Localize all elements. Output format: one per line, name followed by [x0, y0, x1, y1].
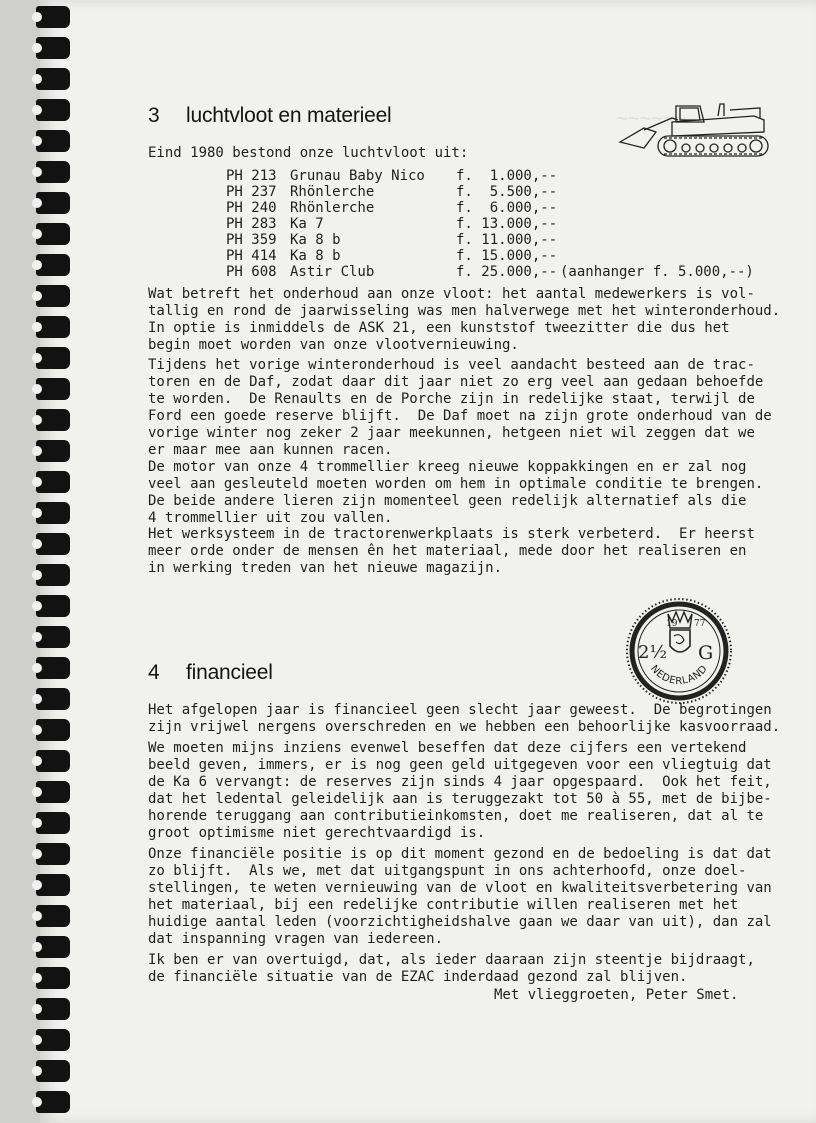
binding-ring: [36, 905, 70, 927]
fleet-registration: PH 283: [226, 216, 277, 232]
coin-year-left: 19: [666, 619, 678, 629]
binding-ring: [36, 1060, 70, 1082]
fleet-value: f. 13.000,--: [456, 216, 558, 232]
binding-ring: [36, 967, 70, 989]
coin-country: [648, 663, 710, 686]
section-4-paragraph-conclusion: Ik ben er van overtuigd, dat, als ieder daaraan zijn steentje bijdraagt, de financiële situatie van de EZAC inderdaad gezond zal blijven.: [148, 952, 755, 985]
fleet-glider-type: Rhönlerche: [290, 200, 375, 216]
section-number: 3: [148, 104, 160, 127]
fleet-intro: Eind 1980 bestond onze luchtvloot uit:: [148, 145, 469, 161]
section-4-heading: [148, 661, 273, 685]
binding-ring: [36, 626, 70, 648]
show-through-heading: ~~~~~~: [616, 108, 687, 130]
binding-ring: [36, 781, 70, 803]
binding-ring: [36, 874, 70, 896]
binding-ring: [36, 37, 70, 59]
section-3-heading: [148, 104, 392, 128]
fleet-value: f. 11.000,--: [456, 232, 558, 248]
fleet-glider-type: Grunau Baby Nico: [290, 168, 425, 184]
binding-ring: [36, 1029, 70, 1051]
binding-ring: [36, 440, 70, 462]
binding-ring: [36, 657, 70, 679]
binding-ring: [36, 316, 70, 338]
coin-year-right: 77: [694, 619, 706, 629]
binding-ring: [36, 1091, 70, 1113]
coin-value: 2½: [638, 642, 667, 663]
fleet-glider-type: Rhönlerche: [290, 184, 375, 200]
fleet-value: f. 1.000,--: [456, 168, 558, 184]
binding-ring: [36, 564, 70, 586]
coin-country-text: NEDERLAND: [648, 663, 710, 687]
fleet-registration: PH 414: [226, 248, 277, 264]
binding-ring: [36, 223, 70, 245]
section-title: luchtvloot en materieel: [186, 104, 392, 127]
fleet-note: (aanhanger f. 5.000,--): [560, 264, 754, 280]
binding-ring: [36, 595, 70, 617]
binding-ring: [36, 409, 70, 431]
section-3-paragraph-workshop: Het werksysteem in de tractorenwerkplaats is sterk verbeterd. Er heerst meer orde onder de mensen ên het materiaal, mede door het realiseren en in werking treden van het nieuwe magazijn.: [148, 526, 755, 576]
binding-ring: [36, 688, 70, 710]
document-page: [40, 0, 816, 1123]
section-number: 4: [148, 661, 160, 684]
fleet-glider-type: Ka 8 b: [290, 232, 341, 248]
section-4-paragraph-result: Het afgelopen jaar is financieel geen slecht jaar geweest. De begrotingen zijn vrijwel nergens overschreden en we hebben een behoorlijke kasvoorraad.: [148, 702, 781, 735]
fleet-glider-type: Ka 7: [290, 216, 324, 232]
signature: Met vlieggroeten, Peter Smet.: [494, 987, 739, 1003]
fleet-glider-type: Ka 8 b: [290, 248, 341, 264]
binding-ring: [36, 99, 70, 121]
section-3-paragraph-maintenance: Wat betreft het onderhoud aan onze vloot: het aantal medewerkers is vol- tallig en rond de jaarwisseling was men halverwege met het winteronderhoud. In optie is inmiddels de ASK 21, een kunststof tweezitter die dus het begin moet worden van onze vlootvernieuwing.: [148, 286, 781, 353]
binding-ring: [36, 936, 70, 958]
fleet-value: f. 15.000,--: [456, 248, 558, 264]
binding-ring: [36, 750, 70, 772]
fleet-registration: PH 608: [226, 264, 277, 280]
binding-ring: [36, 502, 70, 524]
section-3-paragraph-vehicles: Tijdens het vorige winteronderhoud is veel aandacht besteed aan de trac- toren en de Daf, zodat daar dit jaar niet zo erg veel aan gedaan behoefde te worden. De Renaults en de Porche zijn in redelijke staat, terwijl de Ford een goede reserve blijft. De Daf moet na zijn grote onderhoud van de vorige winter nog zeker 2 jaar meekunnen, hetgeen niet wil zeggen dat we er maar mee aan kunnen racen. De motor van onze 4 trommellier kreeg nieuwe koppakkingen en er zal nog veel aan gesleuteld moeten worden om hem in optimale conditie te brengen. De beide andere lieren zijn momenteel geen redelijk alternatief als die 4 trommellier uit zou vallen.: [148, 357, 772, 526]
binding-ring: [36, 719, 70, 741]
binding-ring: [36, 347, 70, 369]
fleet-value: f. 6.000,--: [456, 200, 558, 216]
fleet-registration: PH 240: [226, 200, 277, 216]
coin-letter: G: [698, 642, 714, 664]
coin-stamp: [624, 596, 734, 706]
section-title: financieel: [186, 661, 273, 684]
section-4-paragraph-reserves: We moeten mijns inziens evenwel beseffen dat deze cijfers een vertekend beeld geven, immers, er is nog geen geld uitgegeven voor een vliegtuig dat de Ka 6 vervangt: de reserves zijn sinds 4 jaar opgespaard. Ook het feit, dat het ledental geleidelijk aan is teruggezakt tot 50 à 55, met de bijbe- horende teruggang aan contributieinkomsten, doet me realiseren, dat al te groot optimisme niet gerechtvaardigd is.: [148, 740, 772, 841]
binding-ring: [36, 130, 70, 152]
binding-ring: [36, 192, 70, 214]
fleet-glider-type: Astir Club: [290, 264, 375, 280]
binding-ring: [36, 254, 70, 276]
fleet-value: f. 5.500,--: [456, 184, 558, 200]
spiral-binding: [0, 0, 72, 1123]
binding-ring: [36, 6, 70, 28]
binding-ring: [36, 812, 70, 834]
binding-ring: [36, 843, 70, 865]
fleet-value: f. 25.000,--: [456, 264, 558, 280]
binding-ring: [36, 378, 70, 400]
binding-ring: [36, 471, 70, 493]
section-4-paragraph-position: Onze financiële positie is op dit moment gezond en de bedoeling is dat dat zo blijft. Als we, met dat uitgangspunt in ons achterhoofd, onze doel- stellingen, te weten vernieuwing van de vloot en kwaliteitsverbetering van het materiaal, bij een redelijke contributie willen realiseren met het huidige aantal leden (voorzichtigheidshalve gaan we daar van uit), dan zal dat inspanning vragen van iedereen.: [148, 846, 772, 947]
binding-ring: [36, 533, 70, 555]
binding-ring: [36, 161, 70, 183]
binding-ring: [36, 68, 70, 90]
binding-ring: [36, 285, 70, 307]
fleet-registration: PH 359: [226, 232, 277, 248]
fleet-registration: PH 213: [226, 168, 277, 184]
binding-ring: [36, 998, 70, 1020]
fleet-registration: PH 237: [226, 184, 277, 200]
